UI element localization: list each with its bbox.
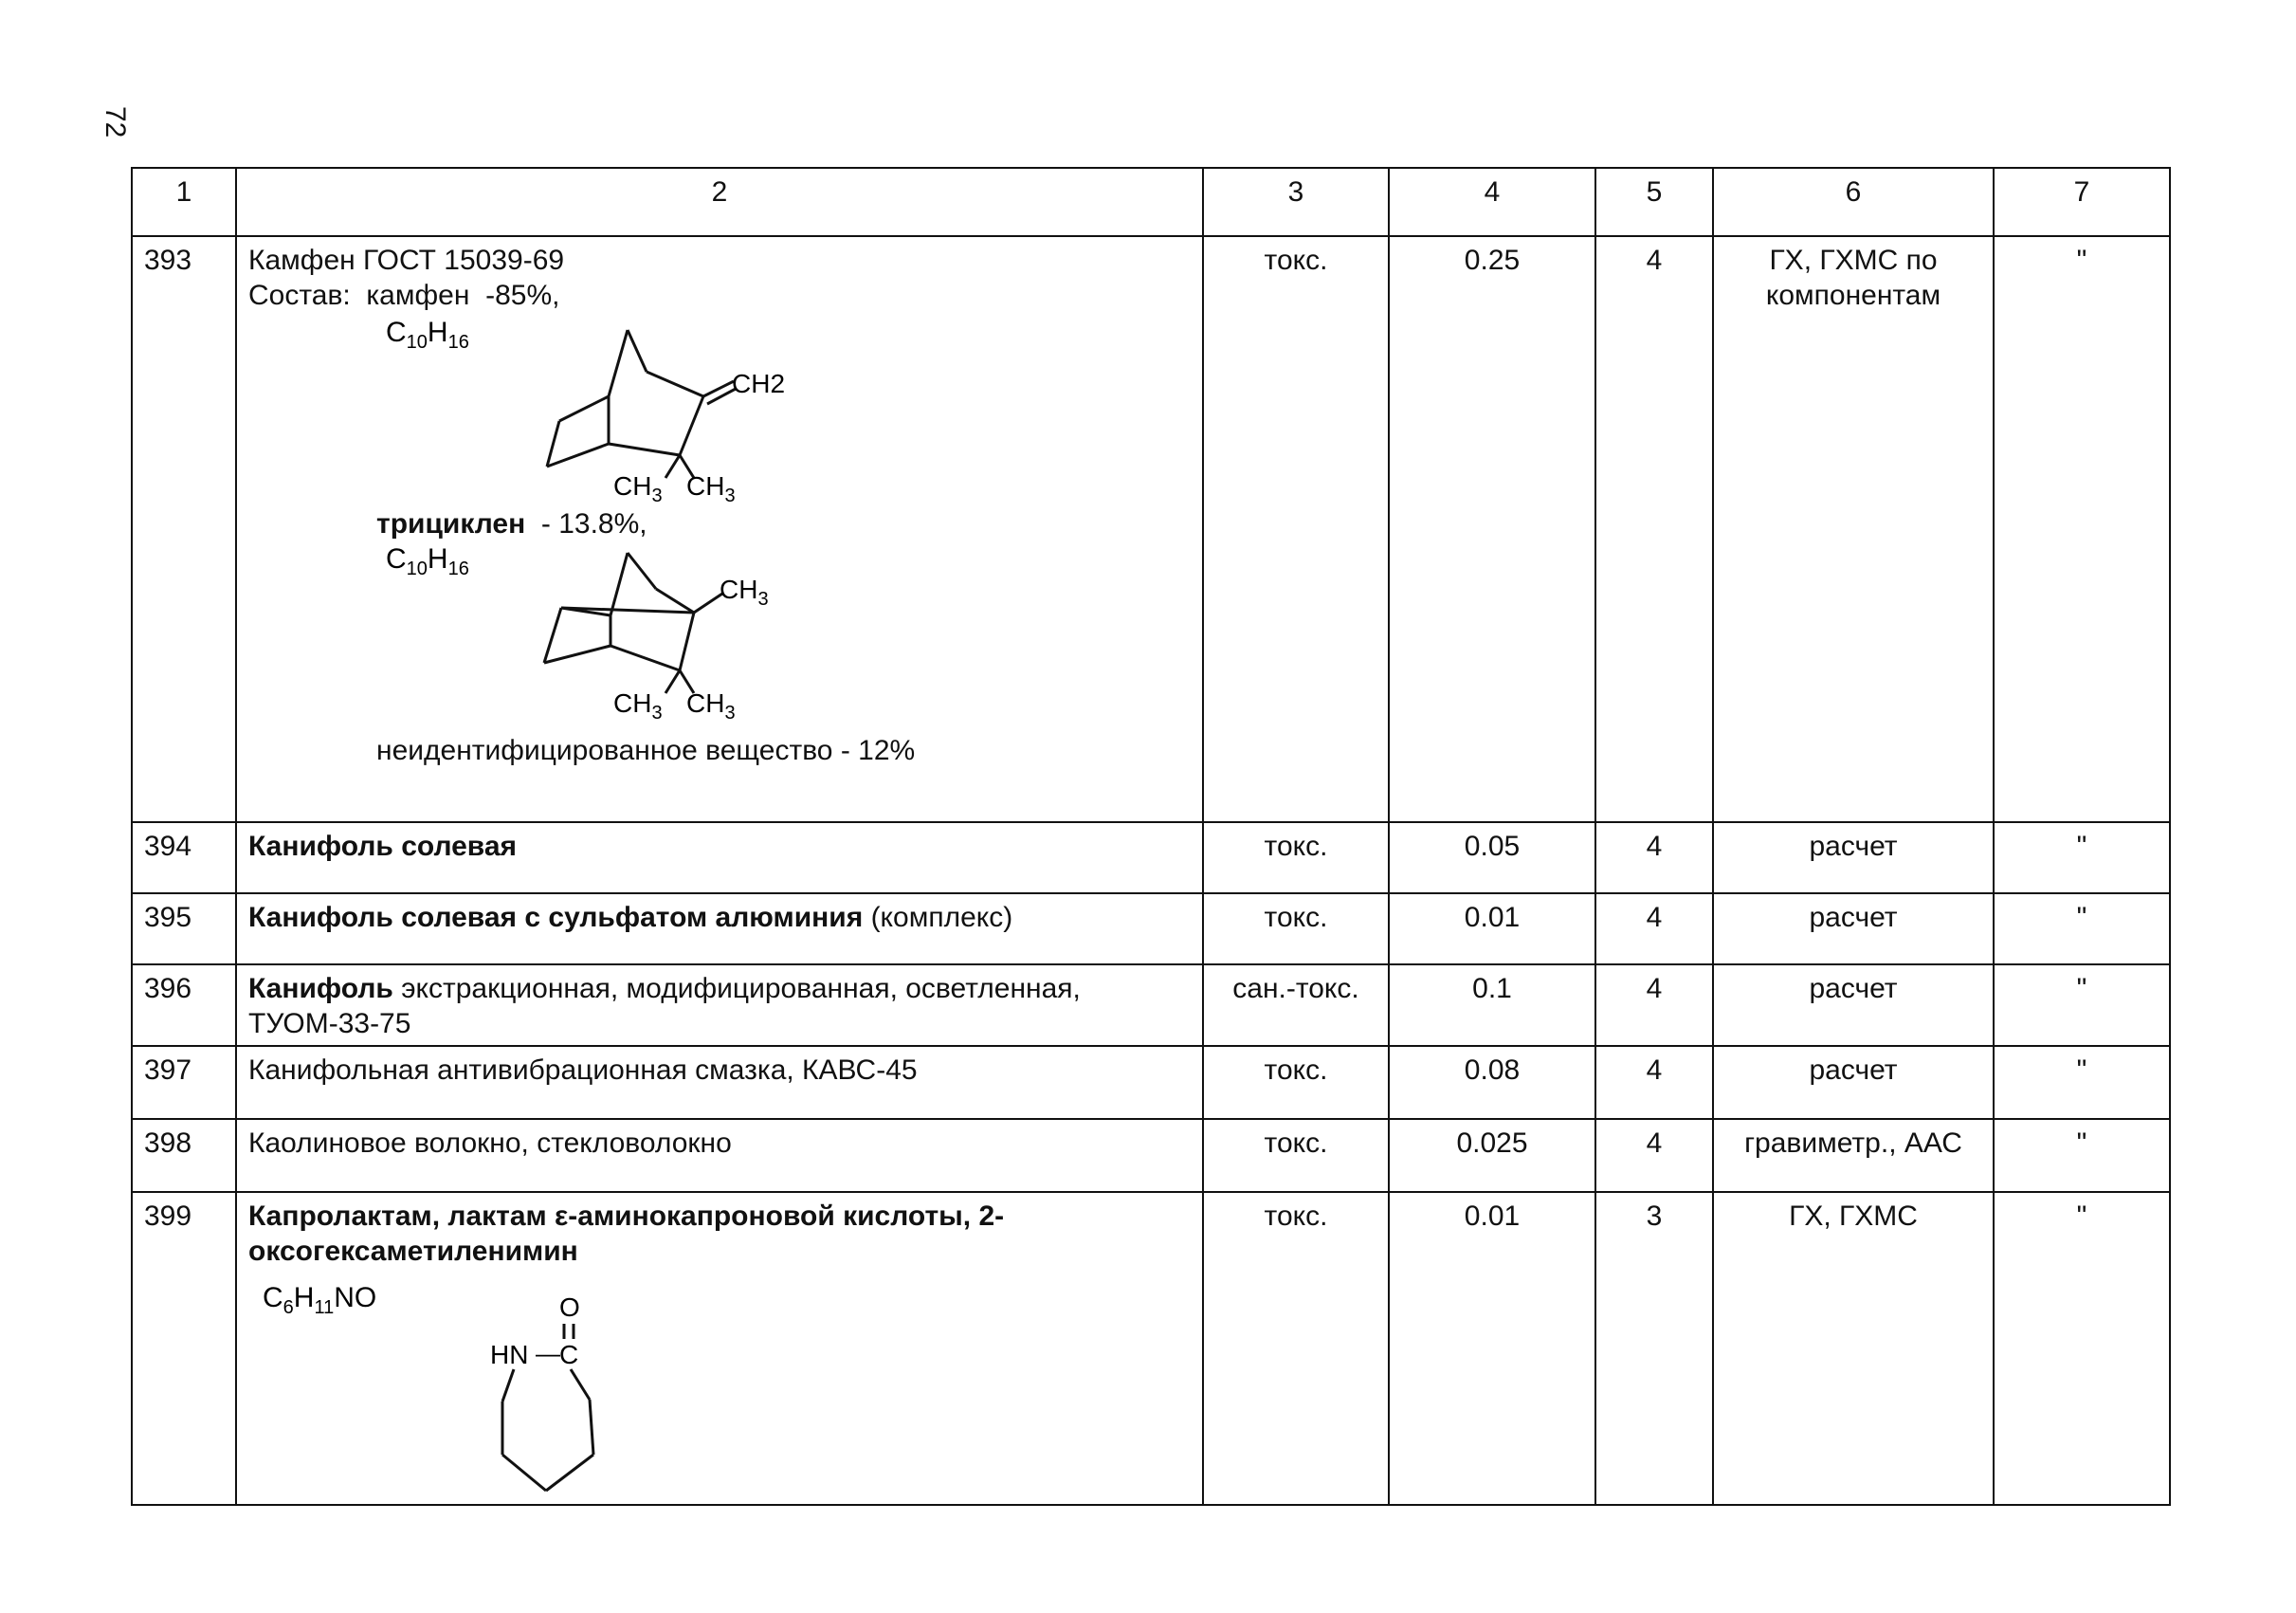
col-header-2: 2 <box>236 168 1203 236</box>
table-row <box>132 1119 2170 1192</box>
substance-name: Канифоль солевая с сульфатом алюминия <box>248 902 864 933</box>
col-header-1: 1 <box>132 168 236 236</box>
svg-text:CH2: CH2 <box>732 369 786 398</box>
molecular-formula: $C_6H_{11}NO$ <box>263 1282 377 1318</box>
tricyclene-structure <box>248 541 779 722</box>
row-number: 398 <box>132 1119 236 1192</box>
cell-col5: 4 <box>1595 964 1713 1046</box>
cell-col6: ГХ, ГХМС по компонентам <box>1713 236 1994 822</box>
cell-col5: 4 <box>1595 822 1713 893</box>
substance-note: экстракционная, модифицированная, осветленная, ТУОМ-33-75 <box>248 973 1081 1039</box>
cell-col3: токс. <box>1203 1192 1389 1505</box>
cell-col3: токс. <box>1203 236 1389 822</box>
substance-name: Капролактам, лактам ε-аминокапроновой кислоты, 2-оксогексаметиленимин <box>248 1201 1005 1267</box>
substance-cell <box>236 964 1203 1046</box>
cell-col7: " <box>1994 1192 2170 1505</box>
molecular-formula: $C_{10}H_{16}$ <box>386 317 469 353</box>
molecular-formula: $C_{10}H_{16}$ <box>386 543 469 579</box>
cell-col4: 0.025 <box>1389 1119 1595 1192</box>
substance-cell <box>236 1192 1203 1505</box>
cell-col7: " <box>1994 236 2170 822</box>
table-row <box>132 236 2170 822</box>
svg-text:C: C <box>559 1340 579 1369</box>
col-header-5: 5 <box>1595 168 1713 236</box>
substance-name: Камфен ГОСТ 15039-69 <box>248 245 565 276</box>
cell-col4: 0.1 <box>1389 964 1595 1046</box>
cell-col7: " <box>1994 1119 2170 1192</box>
header-row <box>132 168 2170 236</box>
component-name: трициклен <box>376 508 526 540</box>
svg-text:CH3: $CH_3$ <box>613 471 663 506</box>
cell-col3: токс. <box>1203 1119 1389 1192</box>
cell-col6: расчет <box>1713 893 1994 964</box>
cell-col7: " <box>1994 964 2170 1046</box>
cell-col7: " <box>1994 1046 2170 1119</box>
table-row <box>132 1046 2170 1119</box>
component-name: камфен <box>366 280 470 311</box>
substance-note: (комплекс) <box>863 902 1013 933</box>
svg-text:HN: HN <box>490 1340 529 1369</box>
page-number: 72 <box>100 106 131 138</box>
cell-col6: расчет <box>1713 1046 1994 1119</box>
cell-col7: " <box>1994 893 2170 964</box>
cell-col3: сан.-токс. <box>1203 964 1389 1046</box>
row-number: 396 <box>132 964 236 1046</box>
row-number: 394 <box>132 822 236 893</box>
cell-col5: 4 <box>1595 893 1713 964</box>
cell-col6: ГХ, ГХМС <box>1713 1192 1994 1505</box>
svg-text:CH3: $CH_3$ <box>613 688 663 724</box>
cell-col5: 4 <box>1595 236 1713 822</box>
camphene-structure <box>248 313 786 506</box>
composition-line <box>248 506 1191 541</box>
svg-text:O: O <box>559 1292 580 1322</box>
cell-col6: гравиметр., ААС <box>1713 1119 1994 1192</box>
col-header-4: 4 <box>1389 168 1595 236</box>
cell-col4: 0.01 <box>1389 1192 1595 1505</box>
svg-text:CH3: $CH_3$ <box>720 575 769 610</box>
table-row <box>132 822 2170 893</box>
cell-col4: 0.25 <box>1389 236 1595 822</box>
svg-text:CH3: $CH_3$ <box>686 688 736 724</box>
cell-col4: 0.08 <box>1389 1046 1595 1119</box>
component-percent: - 13.8%, <box>540 508 647 540</box>
table-row <box>132 893 2170 964</box>
cell-col5: 4 <box>1595 1119 1713 1192</box>
composition-line: Состав: камфен -85%, <box>248 280 560 311</box>
component-percent: -85%, <box>485 280 560 311</box>
substance-name: Канифоль <box>248 973 393 1004</box>
col-header-7: 7 <box>1994 168 2170 236</box>
substance-name: Каолиновое волокно, стекловолокно <box>236 1119 1203 1192</box>
substance-cell <box>236 236 1203 822</box>
cell-col6: расчет <box>1713 822 1994 893</box>
row-number: 399 <box>132 1192 236 1505</box>
substance-name: Канифольная антивибрационная смазка, КАВС-45 <box>236 1046 1203 1119</box>
cell-col5: 3 <box>1595 1192 1713 1505</box>
substances-table <box>131 167 2171 1506</box>
svg-text:CH3: $CH_3$ <box>686 471 736 506</box>
col-header-6: 6 <box>1713 168 1994 236</box>
row-number: 395 <box>132 893 236 964</box>
substance-name: Канифоль солевая <box>248 831 518 862</box>
cell-col4: 0.05 <box>1389 822 1595 893</box>
cell-col4: 0.01 <box>1389 893 1595 964</box>
caprolactam-structure <box>248 1269 722 1496</box>
col-header-3: 3 <box>1203 168 1389 236</box>
composition-line: неидентифицированное вещество - 12% <box>376 735 916 766</box>
cell-col6: расчет <box>1713 964 1994 1046</box>
cell-col3: токс. <box>1203 822 1389 893</box>
row-number: 397 <box>132 1046 236 1119</box>
row-number: 393 <box>132 236 236 822</box>
cell-col7: " <box>1994 822 2170 893</box>
substance-cell <box>236 893 1203 964</box>
substance-cell <box>236 822 1203 893</box>
cell-col5: 4 <box>1595 1046 1713 1119</box>
table-row <box>132 964 2170 1046</box>
cell-col3: токс. <box>1203 1046 1389 1119</box>
table-row <box>132 1192 2170 1505</box>
cell-col3: токс. <box>1203 893 1389 964</box>
svg-text:—: — <box>536 1339 560 1367</box>
